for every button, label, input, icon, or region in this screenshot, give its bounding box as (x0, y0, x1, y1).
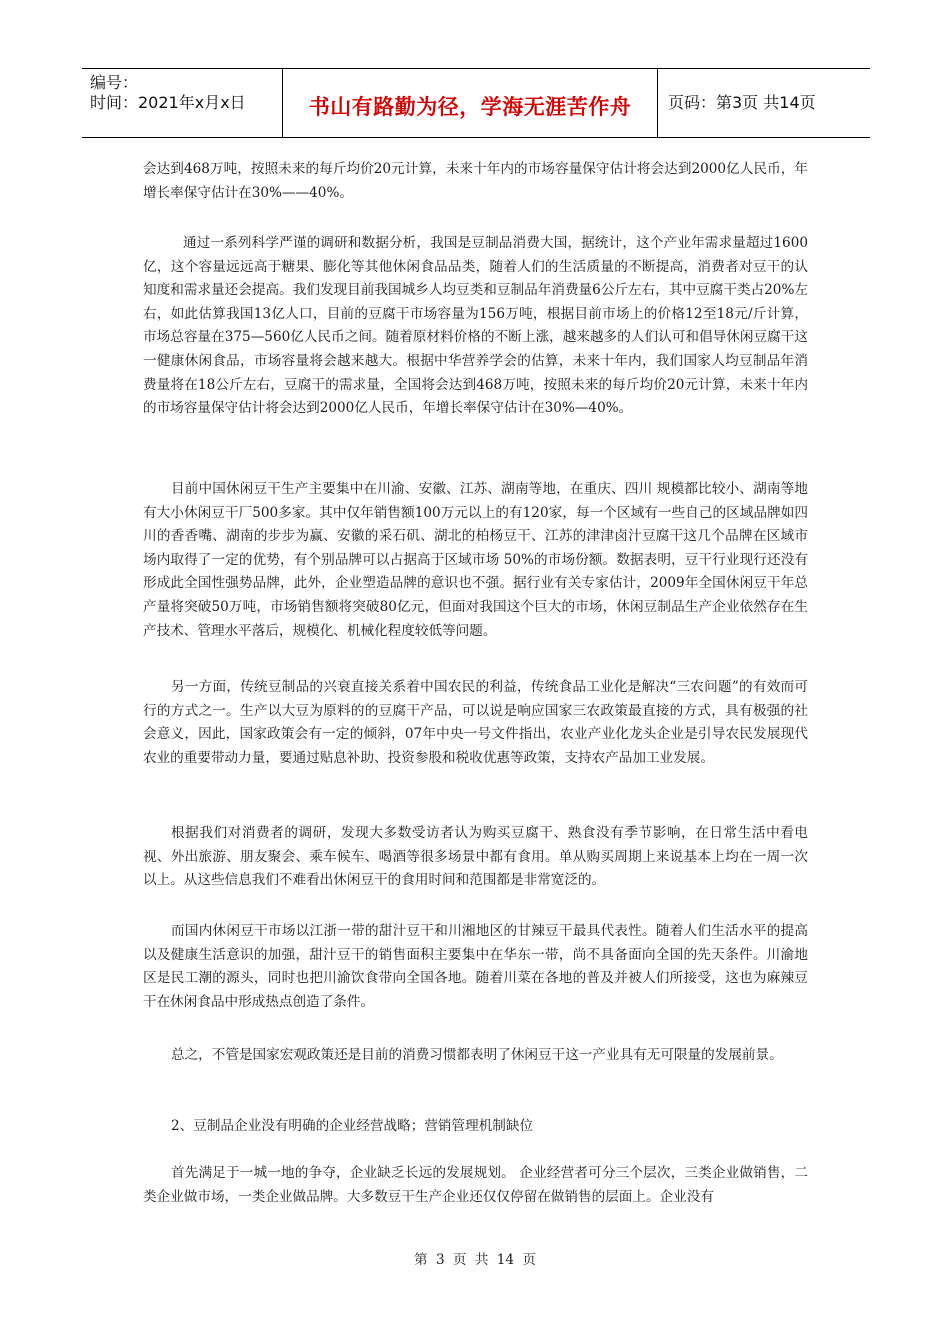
page-footer: 第 3 页 共 14 页 (414, 1252, 536, 1268)
paragraph-7: 总之，不管是国家宏观政策还是目前的消费习惯都表明了休闲豆干这一产业具有无可限量的发展前景。 (171, 1047, 783, 1063)
paragraph-3: 目前中国休闲豆干生产主要集中在川渝、安徽、江苏、湖南等地，在重庆、四川 规模都比较小、湖南等地有大小休闲豆干厂500多家。其中仅年销售额100万元以上的有120家，每一个区域有一些自己的区域品牌如四川的香香嘴、湖南的步步为赢、安徽的采石矶、湖北的柏杨豆干、江苏的津津卤汁豆腐干这几个品牌在区域市场内取得了一定的优势，有个别品牌可以占据高于区域市场 50%的市场份额。数据表明，豆干行业现行还没有形成此全国性强势品牌，此外，企业塑造品牌的意识也不强。据行业有关专家估计，2009年全国休闲豆干年总产量将突破50万吨，市场销售额将突破80亿元，但面对我国这个巨大的市场，休闲豆制品生产企业依然存在生产技术、管理水平落后，规模化、机械化程度较低等问题。 (143, 481, 808, 639)
header-page-cell (658, 69, 870, 137)
header-info-cell (82, 69, 283, 137)
paragraph-8: 首先满足于一城一地的争夺，企业缺乏长远的发展规划。 企业经营者可分三个层次，三类企业做销售，二类企业做市场，一类企业做品牌。大多数豆干生产企业还仅仅停留在做销售的层面上。企业没有 (143, 1165, 808, 1205)
header-motto-cell (283, 69, 658, 137)
document-time-label: 时间：2021年x月x日 (90, 93, 246, 112)
paragraph-1: 会达到468万吨，按照未来的每斤均价20元计算，未来十年内的市场容量保守估计将会达到2000亿人民币，年增长率保守估计在30%——40%。 (143, 161, 808, 201)
document-number-label: 编号： (90, 73, 139, 92)
paragraph-4: 另一方面，传统豆制品的兴衰直接关系着中国农民的利益，传统食品工业化是解决“三农问题”的有效而可行的方式之一。生产以大豆为原料的的豆腐干产品，可以说是响应国家三农政策最直接的方式，具有极强的社会意义，因此，国家政策会有一定的倾斜，07年中央一号文件指出，农业产业化龙头企业是引导农民发展现代农业的重要带动力量，要通过贴息补助、投资参股和税收优惠等政策，支持农产品加工业发展。 (143, 679, 808, 766)
paragraph-6: 而国内休闲豆干市场以江浙一带的甜汁豆干和川湘地区的甘辣豆干最具代表性。随着人们生活水平的提高以及健康生活意识的加强，甜汁豆干的销售面积主要集中在华东一带，尚不具备面向全国的先天条件。川渝地区是民工潮的源头，同时也把川渝饮食带向全国各地。随着川菜在各地的普及并被人们所接受，这也为麻辣豆干在休闲食品中形成热点创造了条件。 (143, 923, 808, 1010)
paragraph-5: 根据我们对消费者的调研，发现大多数受访者认为购买豆腐干、熟食没有季节影响，在日常生活中看电视、外出旅游、朋友聚会、乘车候车、喝酒等很多场景中都有食用。单从购买周期上来说基本上均在一周一次以上。从这些信息我们不难看出休闲豆干的食用时间和范围都是非常宽泛的。 (143, 825, 808, 889)
header-page-info: 页码：第3页 共14页 (668, 93, 816, 112)
paragraph-2: 通过一系列科学严谨的调研和数据分析，我国是豆制品消费大国，据统计，这个产业年需求量超过1600亿，这个容量远远高于糖果、膨化等其他休闲食品品类，随着人们的生活质量的不断提高，消费者对豆干的认知度和需求量还会提高。我们发现目前我国城乡人均豆类和豆制品年消费量6公斤左右，其中豆腐干类占20%左右，如此估算我国13亿人口，目前的豆腐干市场容量为156万吨，根据目前市场上的价格12至18元/斤计算，市场总容量在375—560亿人民币之间。随着原材料价格的不断上涨，越来越多的人们认可和倡导休闲豆腐干这一健康休闲食品，市场容量将会越来越大。根据中华营养学会的估算，未来十年内，我们国家人均豆制品年消费量将在18公斤左右，豆腐干的需求量，全国将会达到468万吨，按照未来的每斤均价20元计算，未来十年内的市场容量保守估计将会达到2000亿人民币，年增长率保守估计在30%—40%。 (143, 235, 808, 417)
header-motto: 书山有路勤为径，学海无涯苦作舟 (308, 95, 632, 119)
section-heading: 2、豆制品企业没有明确的企业经营战略；营销管理机制缺位 (171, 1118, 534, 1134)
page-header (82, 68, 870, 138)
